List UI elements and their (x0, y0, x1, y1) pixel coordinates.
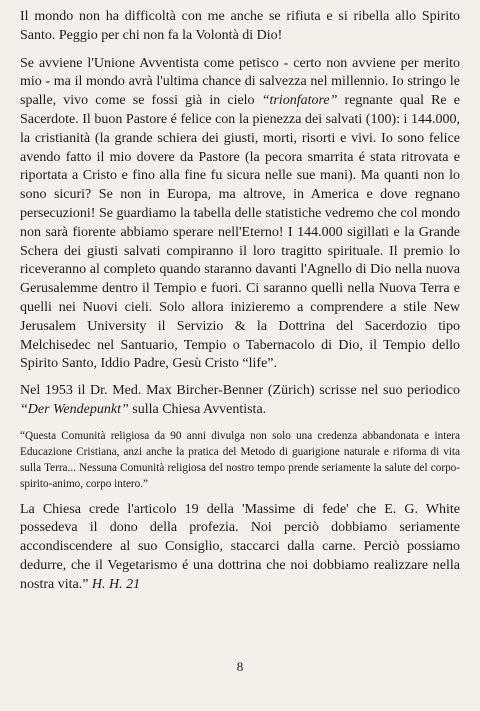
page-number: 8 (236, 659, 244, 674)
block-quote: “Questa Comunità religiosa da 90 anni divulga non solo una credenza abbandonata e intera Educazione Cristiana, anzi anche la pratica del Metodo di guarigione naturale e riforma di vita sulla Terra... Nessuna Comunità religiosa del nostro tempo prende seriamente la salute del corpo-spirito-animo, corpo intero.” (20, 429, 460, 491)
paragraph-bircher-benner: Nel 1953 il Dr. Med. Max Bircher-Benner (Zürich) scrisse nel suo periodico “Der Wendepunkt” sulla Chiesa Avventista. (20, 383, 460, 417)
document-page (20, 8, 460, 698)
paragraph-adventist-union: Se avviene l'Unione Avventista come petisco - certo non avviene per merito mio - ma il mondo avrà l'ultima chance di salvezza nel millennio. Io stringo le spalle, vivo come se fossi già in cielo “trionfatore” regnante qual Re e Sacerdote. Il buon Pastore é felice con la pienezza dei salvati (100): i 144.000, la cristianità (la grande schiera dei giusti, morti, risorti e vivi. Io sono felice avendo fatto il mio dovere da Pastore (la pecora smarrita é stata ritrovata e riportata a Cristo e fino alla fine fu sicura nelle sue mani). Ma quanti non lo sono sicuri? Se non in Europa, ma altrove, in America e dove regnano persecuzioni! Se guardiamo la tabella delle statistiche vedremo che col mondo non sarà fiorente abbiamo sperare nell'Eterno! I 144.000 sigillati e la Grande Schera dei giusti salvati compiranno il loro tragitto spirituale. Il premio lo riceveranno al completo quando staranno davanti l'Agnello di Dio nella nuova Gerusalemme dentro il Tempio e fuori. Ci saranno quelli nella Nuova Terra e quelli nei Nuovi cieli. Solo allora inizieremo a comprendere a stile New Jerusalem University il Servizio & la Dottrina del Sacerdozio tipo Melchisedec nel Santuario, Tempio o Tabernacolo di Dio, il Tempio dello Spirito Santo, Iddio Padre, Gesù Cristo “life”. (20, 55, 460, 372)
periodical-title: “Der Wendepunkt” (20, 401, 129, 417)
paragraph-intro: Il mondo non ha difficoltà con me anche se rifiuta e si ribella allo Spirito Santo. Peggio per chi non fa la Volontà di Dio! (20, 9, 460, 43)
emphasis-trionfatore: “trionfatore” (261, 93, 338, 109)
citation-reference: H. H. 21 (91, 576, 141, 592)
paragraph-church-belief: La Chiesa crede l'articolo 19 della 'Massime di fede' che E. G. White possedeva il dono della profezia. Noi perciò dobbiamo seriamente accondiscendere al suo Consiglio, staccarci dalla carne. Perciò possiamo dedurre, che il Vegetarismo é una dottrina che noi dobbiamo realizzare nella nostra vita.” H. H. 21 (20, 501, 460, 592)
